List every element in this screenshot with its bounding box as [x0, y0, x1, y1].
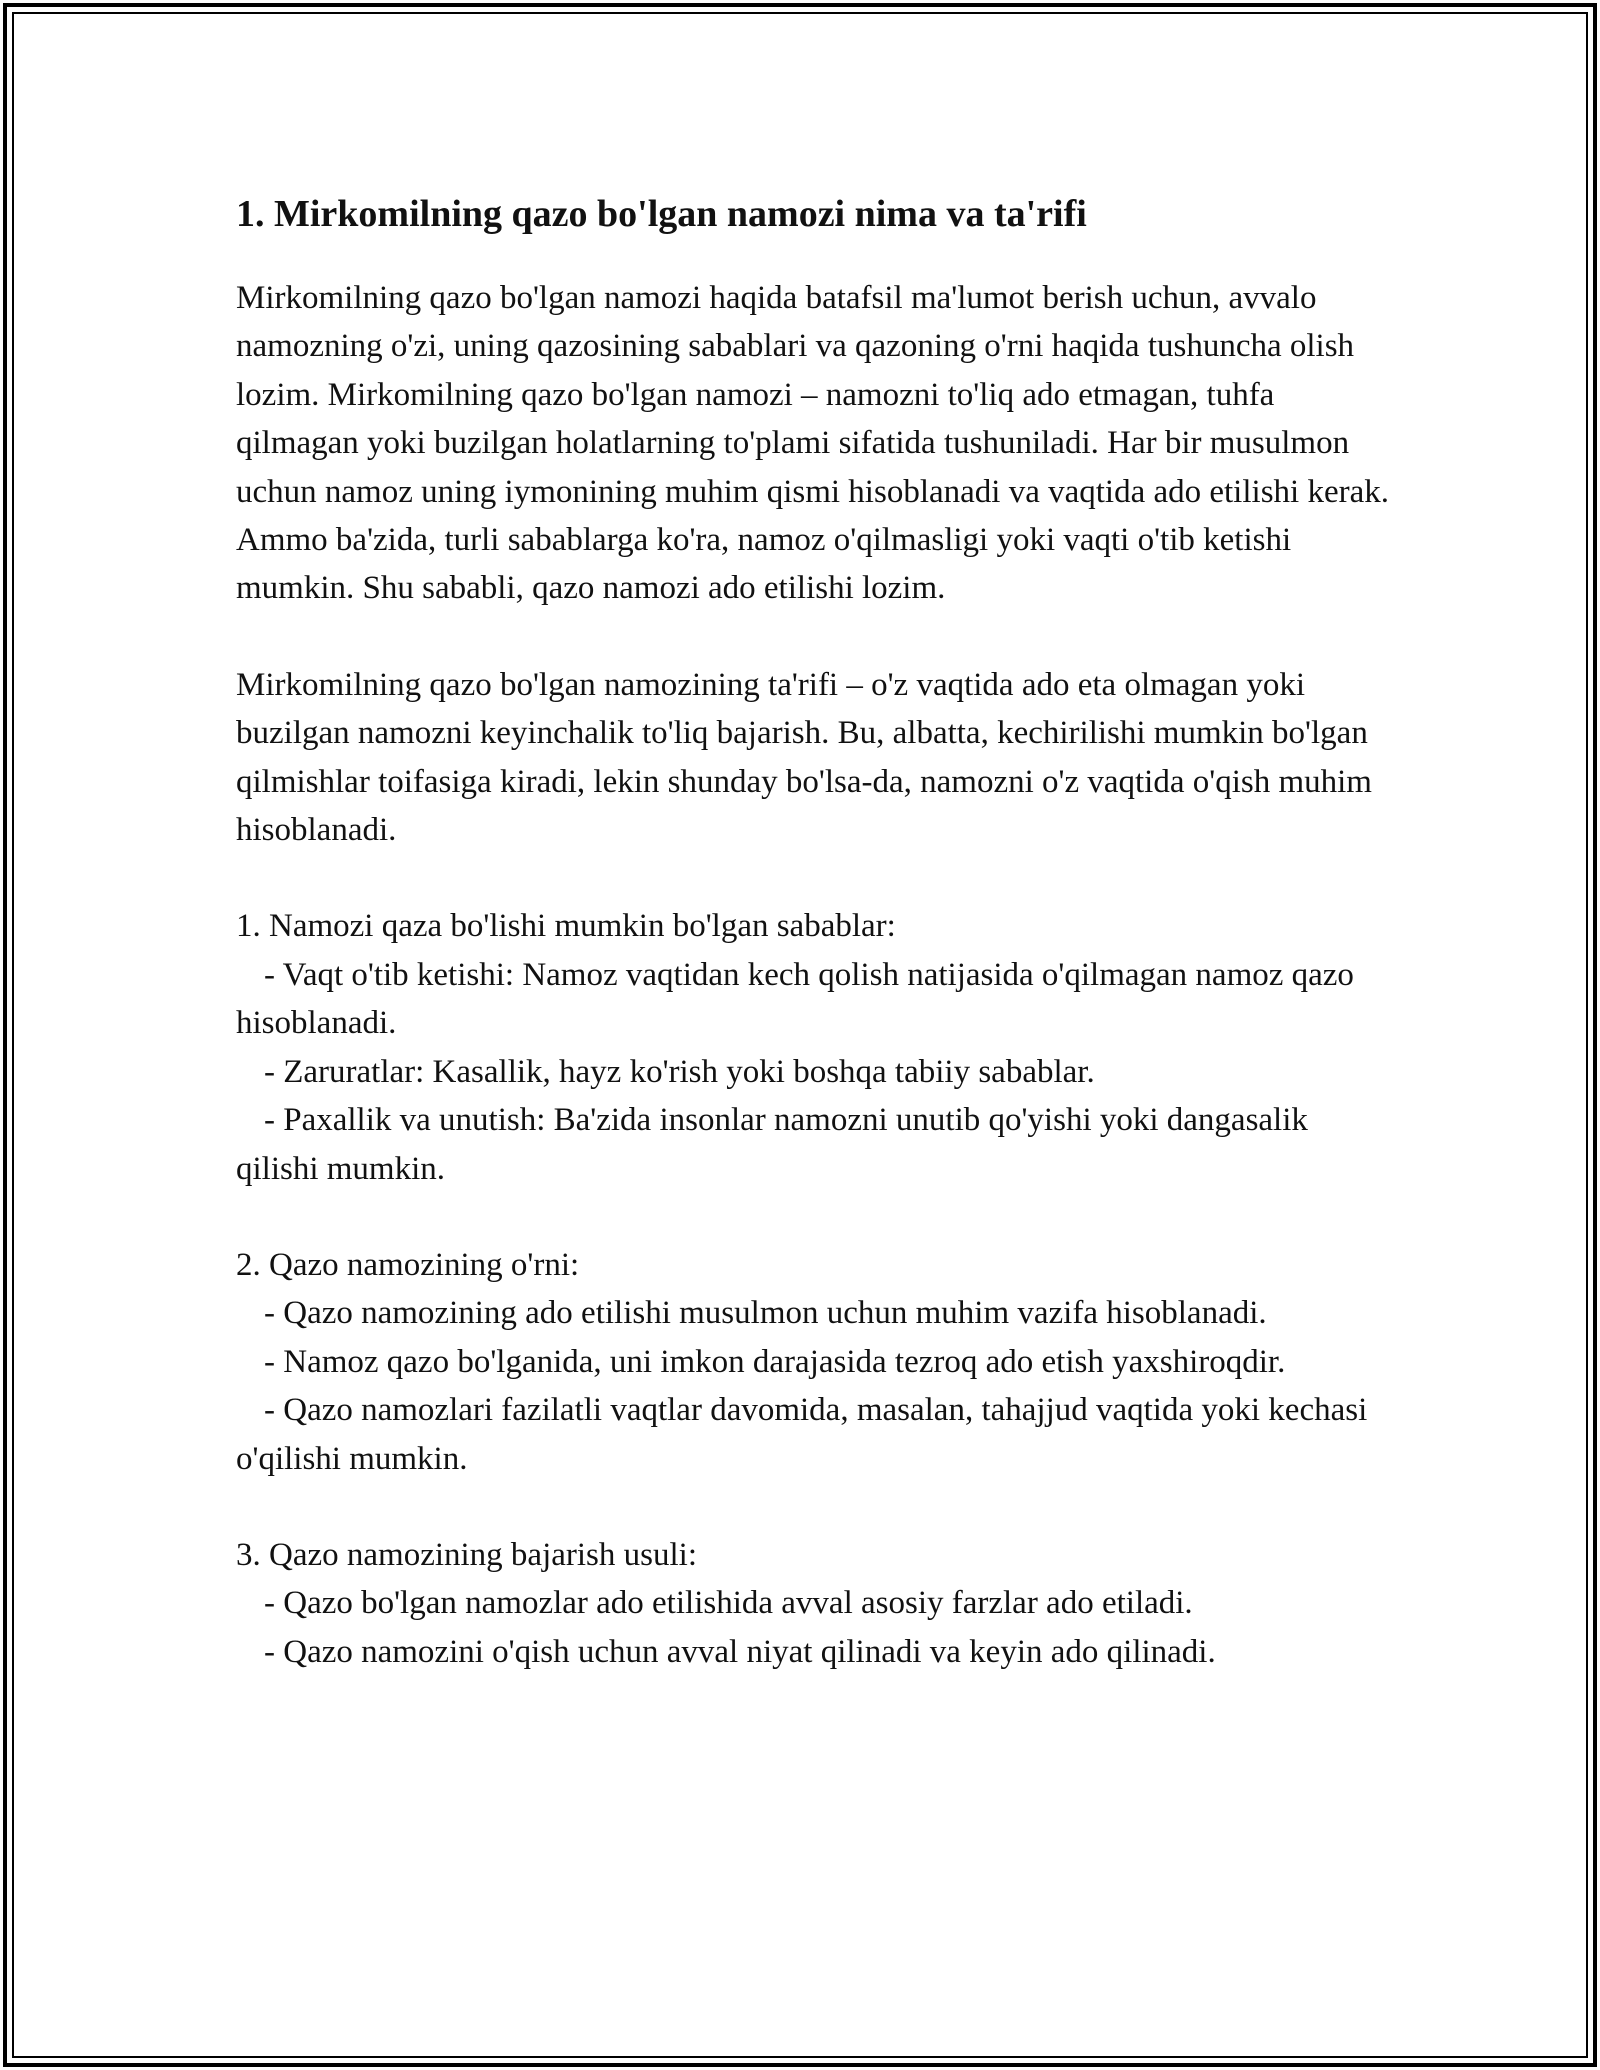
section-method: [236, 1531, 1396, 1676]
list-item: - Vaqt o'tib ketishi: Namoz vaqtidan kech qolish natijasida o'qilmagan namoz qazo hisoblanadi.: [236, 956, 1354, 1042]
section-causes: [236, 902, 1396, 1192]
list-item: - Qazo bo'lgan namozlar ado etilishida avval asosiy farzlar ado etiladi.: [264, 1585, 1193, 1622]
list-item: - Qazo namozlari fazilatli vaqtlar davomida, masalan, tahajjud vaqtida yoki kechasi o'qilishi mumkin.: [236, 1392, 1368, 1477]
list-item: - Paxallik va unutish: Ba'zida insonlar namozni unutib qo'yishi yoki dangasalik qilishi mumkin.: [236, 1102, 1308, 1187]
document-title: 1. Mirkomilning qazo bo'lgan namozi nima va ta'rifi: [236, 193, 1087, 235]
list-item: - Namoz qazo bo'lganida, uni imkon darajasida tezroq ado etish yaxshiroqdir.: [264, 1343, 1286, 1380]
list-item: - Qazo namozining ado etilishi musulmon uchun muhim vazifa hisoblanadi.: [264, 1295, 1267, 1332]
section-importance: [236, 1241, 1396, 1483]
section-heading: 2. Qazo namozining o'rni:: [236, 1246, 580, 1283]
paragraph-intro: Mirkomilning qazo bo'lgan namozi haqida batafsil ma'lumot berish uchun, avvalo namozning o'zi, uning qazosining sabablari va qazoning o'rni haqida tushuncha olish lozim. Mirkomilning qazo bo'lgan namozi – namozni to'liq ado etmagan, tuhfa qilmagan yoki buzilgan holatlarning to'plami sifatida tushuniladi. Har bir musulmon uchun namoz uning iymonining muhim qismi hisoblanadi va vaqtida ado etilishi kerak. Ammo ba'zida, turli sabablarga ko'ra, namoz o'qilmasligi yoki vaqti o'tib ketishi mumkin. Shu sababli, qazo namozi ado etilishi lozim.: [236, 280, 1389, 607]
section-heading: 1. Namozi qaza bo'lishi mumkin bo'lgan sabablar:: [236, 908, 896, 945]
document-body: [236, 186, 1396, 1724]
paragraph-definition: Mirkomilning qazo bo'lgan namozining ta'rifi – o'z vaqtida ado eta olmagan yoki buzilgan namozni keyinchalik to'liq bajarish. Bu, albatta, kechirilishi mumkin bo'lgan qilmishlar toifasiga kiradi, lekin shunday bo'lsa-da, namozni o'z vaqtida o'qish muhim hisoblanadi.: [236, 666, 1372, 849]
list-item: - Zaruratlar: Kasallik, hayz ko'rish yoki boshqa tabiiy sabablar.: [264, 1053, 1095, 1090]
list-item: - Qazo namozini o'qish uchun avval niyat qilinadi va keyin ado qilinadi.: [264, 1633, 1216, 1670]
section-heading: 3. Qazo namozining bajarish usuli:: [236, 1536, 697, 1573]
